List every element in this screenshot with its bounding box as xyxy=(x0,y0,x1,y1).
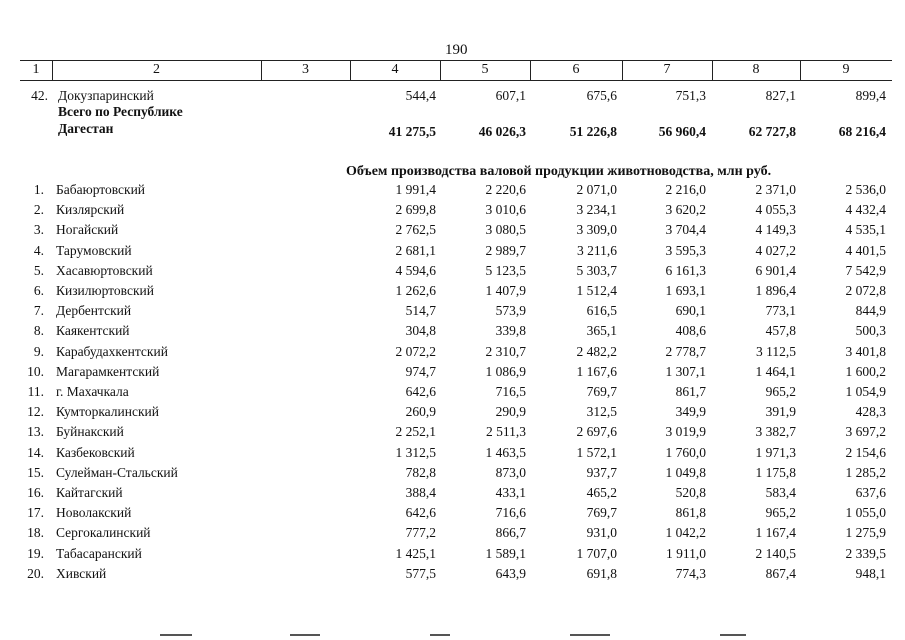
value-cell: 573,9 xyxy=(495,303,526,318)
value-cell: 1 307,1 xyxy=(665,364,706,379)
value-cell: 2 681,1 xyxy=(395,243,436,258)
row-name: Хасавюртовский xyxy=(56,263,153,278)
row-name: Кизилюртовский xyxy=(56,283,154,298)
value-cell: 2 252,1 xyxy=(395,424,436,439)
value-cell: 1 991,4 xyxy=(395,182,436,197)
value-cell: 607,1 xyxy=(495,88,526,103)
value-cell: 1 167,6 xyxy=(576,364,617,379)
value-cell: 1 512,4 xyxy=(576,283,617,298)
value-cell: 642,6 xyxy=(405,384,436,399)
row-name: Кизлярский xyxy=(56,202,125,217)
value-cell: 4 149,3 xyxy=(755,222,796,237)
row-number: 10. xyxy=(27,364,44,379)
column-number: 6 xyxy=(572,62,580,77)
row-number: 2. xyxy=(33,202,44,217)
row-number: 42. xyxy=(31,88,48,103)
value-cell: 583,4 xyxy=(765,485,796,500)
value-cell: 1 600,2 xyxy=(845,364,886,379)
row-number: 14. xyxy=(27,445,44,460)
value-cell: 3 234,1 xyxy=(576,202,617,217)
value-cell: 2 778,7 xyxy=(665,344,706,359)
value-cell: 1 086,9 xyxy=(485,364,526,379)
value-cell: 1 572,1 xyxy=(576,445,617,460)
value-cell: 867,4 xyxy=(765,566,796,581)
value-cell: 1 312,5 xyxy=(395,445,436,460)
value-cell: 3 620,2 xyxy=(665,202,706,217)
value-cell: 1 275,9 xyxy=(845,525,886,540)
scan-artifact xyxy=(720,634,746,636)
row-name: Кайтагский xyxy=(56,485,123,500)
value-cell: 2 697,6 xyxy=(576,424,617,439)
column-number: 4 xyxy=(391,62,399,77)
value-cell: 2 989,7 xyxy=(485,243,526,258)
value-cell: 777,2 xyxy=(405,525,436,540)
row-number: 6. xyxy=(33,283,44,298)
value-cell: 642,6 xyxy=(405,505,436,520)
value-cell: 782,8 xyxy=(405,465,436,480)
row-name: Ногайский xyxy=(56,222,119,237)
row-number: 20. xyxy=(27,566,44,581)
column-number: 7 xyxy=(663,62,671,77)
value-cell: 2 220,6 xyxy=(485,182,526,197)
value-cell: 290,9 xyxy=(495,404,526,419)
row-number: 8. xyxy=(33,323,44,338)
value-cell: 312,5 xyxy=(586,404,617,419)
value-cell: 873,0 xyxy=(495,465,526,480)
value-cell: 304,8 xyxy=(405,323,436,338)
value-cell: 5 303,7 xyxy=(576,263,617,278)
value-cell: 514,7 xyxy=(405,303,436,318)
value-cell: 2 071,0 xyxy=(576,182,617,197)
value-cell: 1 049,8 xyxy=(665,465,706,480)
value-cell: 3 211,6 xyxy=(577,243,617,258)
value-cell: 2 072,2 xyxy=(395,344,436,359)
scan-artifact xyxy=(290,634,320,636)
header-top-rule xyxy=(20,60,892,61)
value-cell: 1 042,2 xyxy=(665,525,706,540)
value-cell: 1 175,8 xyxy=(755,465,796,480)
row-name: Докузпаринский xyxy=(58,88,154,103)
row-number: 9. xyxy=(33,344,44,359)
value-cell: 520,8 xyxy=(675,485,706,500)
row-number: 11. xyxy=(27,384,44,399)
value-cell: 4 055,3 xyxy=(755,202,796,217)
value-cell: 577,5 xyxy=(405,566,436,581)
row-name: Магарамкентский xyxy=(56,364,160,379)
value-cell: 691,8 xyxy=(586,566,617,581)
value-cell: 2 511,3 xyxy=(486,424,526,439)
value-cell: 948,1 xyxy=(855,566,886,581)
value-cell: 4 401,5 xyxy=(845,243,886,258)
value-cell: 465,2 xyxy=(586,485,617,500)
value-cell: 1 055,0 xyxy=(845,505,886,520)
value-cell: 544,4 xyxy=(405,88,436,103)
value-cell: 1 693,1 xyxy=(665,283,706,298)
value-cell: 1 589,1 xyxy=(485,546,526,561)
value-cell: 866,7 xyxy=(495,525,526,540)
value-cell: 1 425,1 xyxy=(395,546,436,561)
value-cell: 1 464,1 xyxy=(755,364,796,379)
value-cell: 861,8 xyxy=(675,505,706,520)
row-name: Сулейман-Стальский xyxy=(56,465,178,480)
value-cell: 4 535,1 xyxy=(845,222,886,237)
row-name: Буйнакский xyxy=(56,424,124,439)
column-number: 2 xyxy=(153,62,160,77)
value-cell: 1 463,5 xyxy=(485,445,526,460)
row-name: Дербентский xyxy=(56,303,132,318)
value-cell: 931,0 xyxy=(586,525,617,540)
total-value-cell: 62 727,8 xyxy=(748,124,796,139)
value-cell: 716,6 xyxy=(495,505,526,520)
value-cell: 2 371,0 xyxy=(755,182,796,197)
row-number: 18. xyxy=(27,525,44,540)
header-bottom-rule xyxy=(20,80,892,81)
row-name: Карабудахкентский xyxy=(56,344,168,359)
row-name: Казбековский xyxy=(56,445,135,460)
row-number: 16. xyxy=(27,485,44,500)
row-name: Кумторкалинский xyxy=(56,404,159,419)
value-cell: 965,2 xyxy=(765,384,796,399)
value-cell: 1 896,4 xyxy=(755,283,796,298)
value-cell: 1 262,6 xyxy=(395,283,436,298)
row-name: Сергокалинский xyxy=(56,525,151,540)
row-name: Новолакский xyxy=(56,505,132,520)
scan-artifact xyxy=(160,634,192,636)
value-cell: 391,9 xyxy=(765,404,796,419)
value-cell: 899,4 xyxy=(855,88,886,103)
row-number: 5. xyxy=(33,263,44,278)
total-value-cell: 56 960,4 xyxy=(658,124,706,139)
value-cell: 365,1 xyxy=(586,323,617,338)
value-cell: 428,3 xyxy=(855,404,886,419)
value-cell: 2 154,6 xyxy=(845,445,886,460)
value-cell: 1 054,9 xyxy=(845,384,886,399)
value-cell: 773,1 xyxy=(765,303,796,318)
value-cell: 457,8 xyxy=(765,323,796,338)
total-value-cell: 51 226,8 xyxy=(569,124,617,139)
value-cell: 2 310,7 xyxy=(485,344,526,359)
value-cell: 3 595,3 xyxy=(665,243,706,258)
value-cell: 861,7 xyxy=(675,384,706,399)
value-cell: 500,3 xyxy=(855,323,886,338)
value-cell: 690,1 xyxy=(675,303,706,318)
value-cell: 827,1 xyxy=(765,88,796,103)
value-cell: 4 432,4 xyxy=(845,202,886,217)
value-cell: 1 167,4 xyxy=(755,525,796,540)
row-name: г. Махачкала xyxy=(56,384,129,399)
value-cell: 643,9 xyxy=(495,566,526,581)
value-cell: 5 123,5 xyxy=(485,263,526,278)
section-title: Объем производства валовой продукции животноводства, млн руб. xyxy=(346,164,772,179)
value-cell: 3 010,6 xyxy=(485,202,526,217)
value-cell: 1 911,0 xyxy=(666,546,706,561)
column-number: 9 xyxy=(842,62,850,77)
row-number: 7. xyxy=(33,303,44,318)
value-cell: 2 536,0 xyxy=(845,182,886,197)
value-cell: 974,7 xyxy=(405,364,436,379)
value-cell: 1 707,0 xyxy=(576,546,617,561)
value-cell: 3 309,0 xyxy=(576,222,617,237)
row-name: Тарумовский xyxy=(56,243,132,258)
value-cell: 388,4 xyxy=(405,485,436,500)
value-cell: 349,9 xyxy=(675,404,706,419)
total-value-cell: 46 026,3 xyxy=(478,124,526,139)
total-value-cell: 41 275,5 xyxy=(388,124,436,139)
value-cell: 1 285,2 xyxy=(845,465,886,480)
row-number: 15. xyxy=(27,465,44,480)
row-number: 12. xyxy=(27,404,44,419)
value-cell: 3 697,2 xyxy=(845,424,886,439)
row-name: Хивский xyxy=(56,566,107,581)
value-cell: 2 482,2 xyxy=(576,344,617,359)
scan-artifact xyxy=(570,634,610,636)
value-cell: 3 080,5 xyxy=(485,222,526,237)
value-cell: 751,3 xyxy=(675,88,706,103)
value-cell: 774,3 xyxy=(675,566,706,581)
total-label-line2: Дагестан xyxy=(58,121,114,136)
page-number: 190 xyxy=(445,42,468,58)
value-cell: 2 699,8 xyxy=(395,202,436,217)
value-cell: 716,5 xyxy=(495,384,526,399)
column-number: 5 xyxy=(481,62,489,77)
value-cell: 260,9 xyxy=(405,404,436,419)
row-number: 19. xyxy=(27,546,44,561)
row-name: Каякентский xyxy=(56,323,130,338)
value-cell: 339,8 xyxy=(495,323,526,338)
value-cell: 2 216,0 xyxy=(665,182,706,197)
value-cell: 637,6 xyxy=(855,485,886,500)
value-cell: 1 760,0 xyxy=(665,445,706,460)
value-cell: 408,6 xyxy=(675,323,706,338)
value-cell: 3 704,4 xyxy=(665,222,706,237)
value-cell: 3 019,9 xyxy=(665,424,706,439)
value-cell: 2 072,8 xyxy=(845,283,886,298)
value-cell: 844,9 xyxy=(855,303,886,318)
value-cell: 6 161,3 xyxy=(665,263,706,278)
value-cell: 6 901,4 xyxy=(755,263,796,278)
column-number: 8 xyxy=(752,62,760,77)
row-number: 3. xyxy=(33,222,44,237)
value-cell: 2 140,5 xyxy=(755,546,796,561)
value-cell: 3 382,7 xyxy=(755,424,796,439)
value-cell: 4 027,2 xyxy=(755,243,796,258)
column-number: 3 xyxy=(302,62,309,77)
value-cell: 769,7 xyxy=(586,505,617,520)
value-cell: 4 594,6 xyxy=(395,263,436,278)
value-cell: 3 112,5 xyxy=(756,344,796,359)
value-cell: 1 407,9 xyxy=(485,283,526,298)
row-number: 1. xyxy=(33,182,44,197)
value-cell: 965,2 xyxy=(765,505,796,520)
value-cell: 2 339,5 xyxy=(845,546,886,561)
row-number: 4. xyxy=(33,243,44,258)
total-value-cell: 68 216,4 xyxy=(838,124,886,139)
total-label-line1: Всего по Республике xyxy=(58,104,183,119)
column-number: 1 xyxy=(32,62,40,77)
scan-artifact xyxy=(430,634,450,636)
row-number: 17. xyxy=(27,505,44,520)
value-cell: 1 971,3 xyxy=(755,445,796,460)
value-cell: 433,1 xyxy=(495,485,526,500)
value-cell: 616,5 xyxy=(586,303,617,318)
value-cell: 2 762,5 xyxy=(395,222,436,237)
row-name: Табасаранский xyxy=(56,546,142,561)
value-cell: 937,7 xyxy=(586,465,617,480)
value-cell: 3 401,8 xyxy=(845,344,886,359)
row-number: 13. xyxy=(27,424,44,439)
value-cell: 769,7 xyxy=(586,384,617,399)
value-cell: 675,6 xyxy=(586,88,617,103)
row-name: Бабаюртовский xyxy=(56,182,146,197)
value-cell: 7 542,9 xyxy=(845,263,886,278)
